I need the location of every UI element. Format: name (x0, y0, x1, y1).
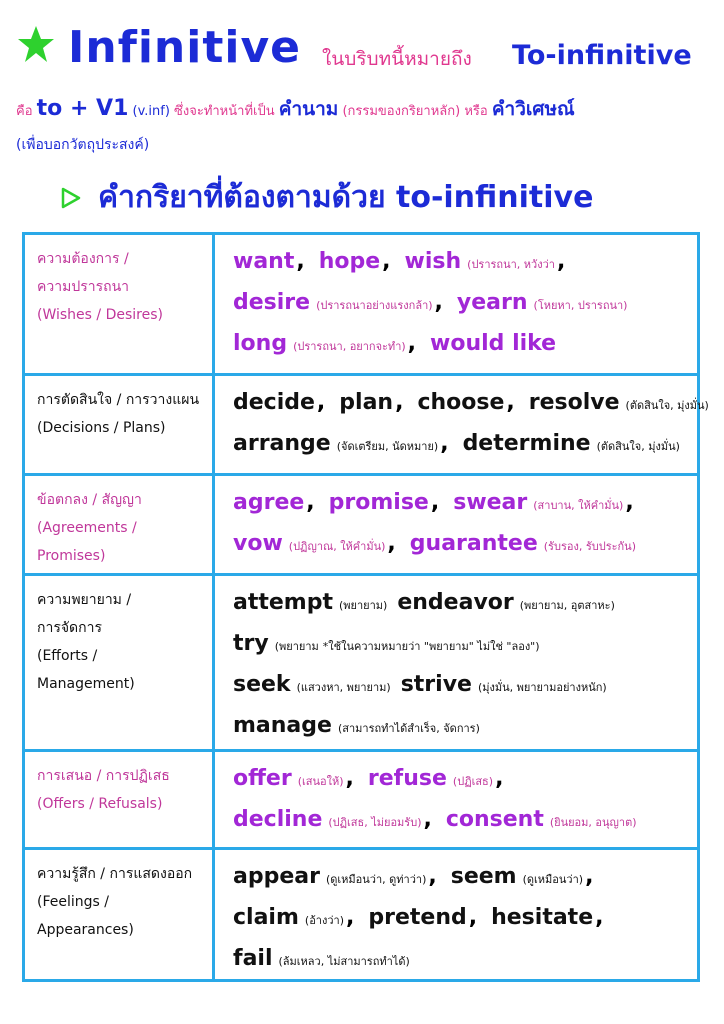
def-p3: (v.inf) (132, 104, 170, 119)
comma: , (428, 864, 437, 889)
thai-meaning: (พยายาม (274, 640, 319, 653)
verb-line (233, 801, 691, 842)
verb: want (233, 249, 295, 274)
verbs-cell (215, 752, 697, 847)
verb: yearn (456, 290, 528, 315)
comma: , (556, 249, 566, 274)
verb: attempt (233, 590, 333, 615)
thai-meaning: (ปรารถนา, หวังว่า (467, 258, 555, 271)
comma: , (346, 905, 355, 930)
category-cell (25, 235, 215, 373)
verb: swear (453, 490, 528, 515)
comma: , (382, 249, 391, 274)
verb: seek (233, 672, 291, 697)
table-row (25, 473, 697, 573)
category-cell (25, 752, 215, 847)
verb-line (233, 325, 691, 366)
verb: wish (404, 249, 462, 274)
verb: manage (233, 713, 332, 738)
def-p5: คำนาม (278, 98, 339, 120)
thai-meaning: (ดูเหมือนว่า) (522, 873, 584, 886)
note: ) (535, 640, 540, 653)
verb-line (233, 666, 691, 707)
def-p7: คำวิเศษณ์ (491, 98, 575, 120)
category-label: Promises) (37, 548, 106, 564)
category-cell (25, 850, 215, 979)
comma: , (306, 490, 315, 515)
verbs-cell (215, 850, 697, 979)
verb: decide (233, 390, 315, 415)
verb-line (233, 899, 691, 940)
category-label: ความปรารถนา (37, 279, 130, 295)
verbs-cell (215, 235, 697, 373)
thai-meaning: (ดูเหมือนว่า, ดูท่าว่า) (325, 873, 427, 886)
category-label: (Offers / Refusals) (37, 796, 163, 812)
verb: resolve (528, 390, 620, 415)
comma: , (440, 431, 449, 456)
thai-meaning: (ปฏิญาณ, ให้คำมั่น) (288, 540, 386, 553)
thai-meaning: (มุ่งมั่น, พยายามอย่างหนัก) (477, 681, 607, 694)
comma: , (595, 905, 604, 930)
verb: seem (450, 864, 517, 889)
verb: endeavor (397, 590, 514, 615)
thai-meaning: (ตัดสินใจ, มุ่งมั่น) (596, 440, 680, 453)
verbs-cell (215, 576, 697, 749)
thai-meaning: (จัดเตรียม, นัดหมาย) (336, 440, 439, 453)
thai-meaning: (สามารถทำได้สำเร็จ, จัดการ) (337, 722, 480, 735)
verb: refuse (367, 766, 447, 791)
verb: would like (430, 331, 557, 356)
verb: decline (233, 807, 323, 832)
comma: , (387, 531, 396, 556)
comma: , (407, 331, 417, 356)
category-label: การเสนอ / การปฏิเสธ (37, 768, 170, 784)
def-p6: (กรรมของกริยาหลัก) หรือ (342, 104, 488, 119)
thai-meaning: (ยินยอม, อนุญาต) (549, 816, 637, 829)
star-icon (16, 24, 56, 64)
page-title: Infinitive (68, 22, 301, 73)
thai-meaning: (แสวงหา, พยายาม) (296, 681, 391, 694)
verb: offer (233, 766, 292, 791)
thai-meaning: (โหยหา, ปรารถนา) (533, 299, 628, 312)
category-label: Appearances) (37, 922, 134, 938)
table-row (25, 847, 697, 979)
verb: arrange (233, 431, 331, 456)
comma: , (434, 290, 443, 315)
category-label: Management) (37, 676, 135, 692)
verb: desire (233, 290, 311, 315)
purpose-line: (เพื่อบอกวัตถุประสงค์) (16, 137, 150, 153)
verb: plan (339, 390, 394, 415)
comma: , (395, 390, 404, 415)
thai-meaning: (ปฏิเสธ) (452, 775, 494, 788)
verb: determine (462, 431, 591, 456)
comma: , (468, 905, 478, 930)
category-label: ความรู้สึก / การแสดงออก (37, 866, 193, 882)
verb: appear (233, 864, 320, 889)
verb: claim (233, 905, 299, 930)
title-thai: ในบริบทนี้หมายถึง (322, 48, 472, 70)
category-cell (25, 576, 215, 749)
category-cell (25, 376, 215, 473)
verb: promise (328, 490, 429, 515)
def-p2: to + V1 (36, 96, 129, 121)
verb: long (233, 331, 288, 356)
table-row (25, 573, 697, 749)
verb-table (22, 232, 709, 982)
verb-line (233, 243, 691, 284)
def-p1: คือ (16, 104, 33, 119)
comma: , (506, 390, 515, 415)
thai-meaning: (ปฏิเสธ, ไม่ยอมรับ) (328, 816, 422, 829)
table-row (25, 373, 709, 473)
verb-line (233, 284, 691, 325)
thai-meaning: (สาบาน, ให้คำมั่น) (533, 499, 624, 512)
verb-line (233, 940, 691, 981)
verb-line (233, 858, 691, 899)
category-label: (Agreements / (37, 520, 137, 536)
verb: agree (233, 490, 305, 515)
verb: strive (400, 672, 472, 697)
thai-meaning: (ตัดสินใจ, มุ่งมั่น) (625, 399, 709, 412)
verb: hope (318, 249, 381, 274)
verb-line (233, 707, 691, 748)
thai-meaning: (พยายาม, อุตสาหะ) (519, 599, 615, 612)
category-label: (Feelings / (37, 894, 109, 910)
verb-line (233, 484, 691, 525)
category-label: การจัดการ (37, 620, 103, 636)
comma: , (423, 807, 432, 832)
verb: guarantee (409, 531, 538, 556)
category-label: ความพยายาม / (37, 592, 132, 608)
comma: , (296, 249, 305, 274)
thai-meaning: (รับรอง, รับประกัน) (543, 540, 636, 553)
thai-meaning: (ปรารถนา, อยากจะทำ) (293, 340, 406, 353)
verb-line (233, 625, 691, 666)
thai-meaning: (ปรารถนาอย่างแรงกล้า) (316, 299, 433, 312)
verbs-cell (215, 376, 715, 473)
verb: pretend (368, 905, 467, 930)
thai-meaning: (พยายาม) (339, 599, 388, 612)
thai-meaning: (ล้มเหลว, ไม่สามารถทำได้) (278, 955, 410, 968)
verb: vow (233, 531, 283, 556)
thai-meaning: (เสนอให้) (297, 775, 344, 788)
definition-line (16, 94, 716, 124)
verb: fail (233, 946, 273, 971)
category-label: การตัดสินใจ / การวางแผน (37, 392, 200, 408)
thai-meaning: (อ้างว่า) (304, 914, 344, 927)
verb: hesitate (491, 905, 594, 930)
verb-line (233, 384, 709, 425)
table-row (25, 749, 697, 847)
verb-line (233, 525, 691, 566)
verb: consent (445, 807, 544, 832)
def-p4: ซึ่งจะทำหน้าที่เป็น (174, 104, 275, 119)
category-label: (Wishes / Desires) (37, 307, 163, 323)
comma: , (495, 766, 504, 791)
category-label: (Efforts / (37, 648, 98, 664)
verb: choose (417, 390, 505, 415)
comma: , (345, 766, 354, 791)
comma: , (625, 490, 634, 515)
category-label: ความต้องการ / (37, 251, 129, 267)
verb: try (233, 631, 269, 656)
comma: , (585, 864, 594, 889)
verb-line (233, 584, 691, 625)
verbs-cell (215, 476, 697, 573)
category-cell (25, 476, 215, 573)
table-row (25, 235, 697, 373)
comma: , (430, 490, 440, 515)
usage-note: *ใช้ในความหมายว่า "พยายาม" ไม่ใช่ "ลอง" (322, 640, 536, 653)
subheading: คำกริยาที่ต้องตามด้วย to-infinitive (98, 180, 594, 215)
verb-line (233, 425, 709, 466)
category-label: (Decisions / Plans) (37, 420, 166, 436)
verb-line (233, 760, 691, 801)
category-label: ข้อตกลง / สัญญา (37, 492, 142, 508)
comma: , (316, 390, 326, 415)
title-to-infinitive: To-infinitive (512, 40, 692, 71)
